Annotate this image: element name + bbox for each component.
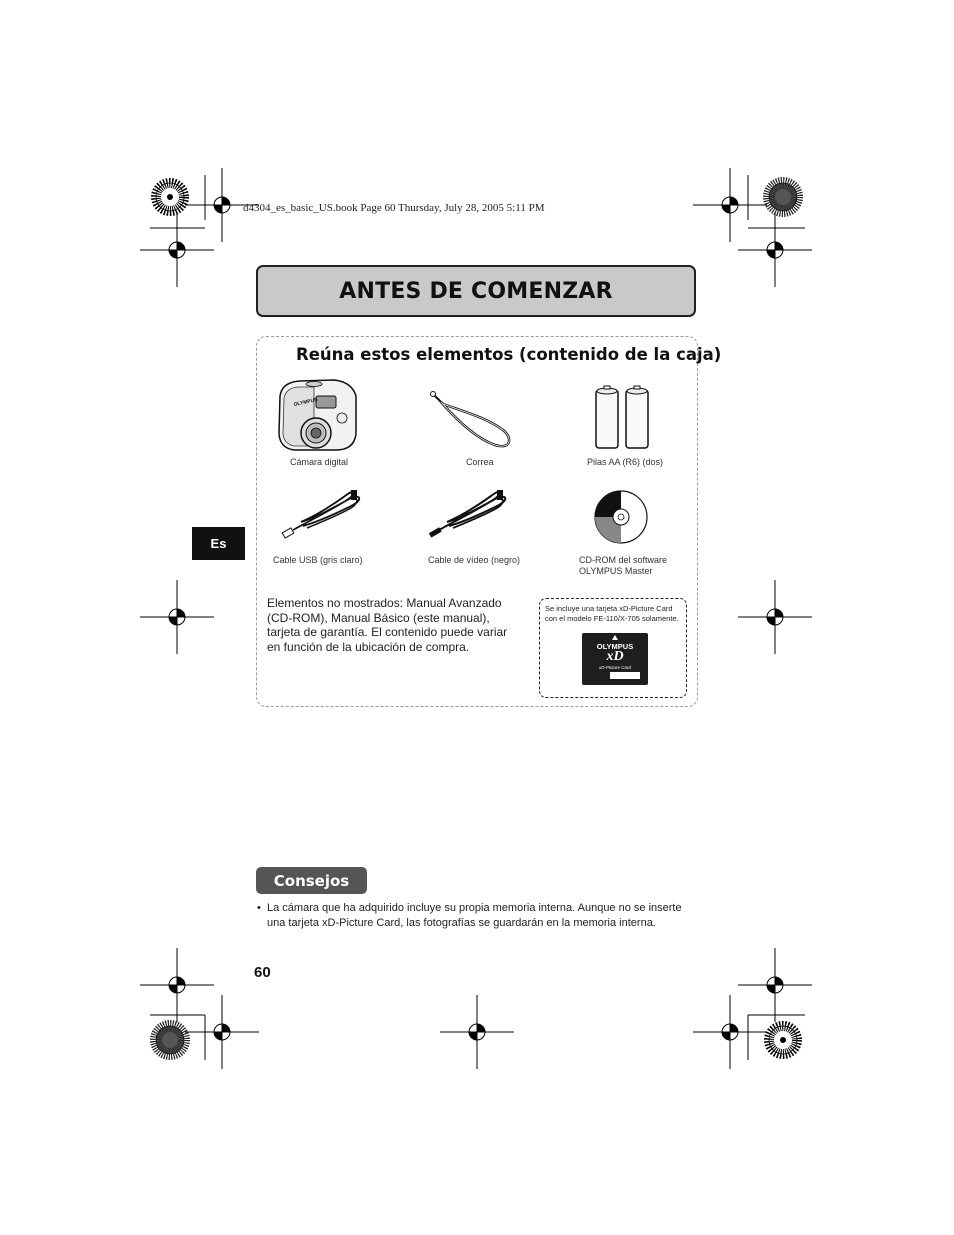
batteries-icon xyxy=(594,386,654,450)
tip-text: La cámara que ha adquirido incluye su propia memoria interna. Aunque no se inserte una tarjeta xD-Picture Card, las fotografías se guardarán en la memoria interna. xyxy=(267,902,682,929)
card-label-strip xyxy=(610,672,640,679)
video-cable-icon xyxy=(427,488,517,548)
page-title: ANTES DE COMENZAR xyxy=(339,278,613,304)
tip-bullet: • xyxy=(257,902,261,914)
xd-card-image xyxy=(582,633,648,685)
contents-heading: Reúna estos elementos (contenido de la caja) xyxy=(296,345,722,364)
card-brand: OLYMPUS xyxy=(596,642,634,651)
strap-icon xyxy=(425,390,515,450)
camera-icon xyxy=(274,376,364,456)
card-logo: xD xyxy=(606,649,624,664)
item-label-batteries: Pilas AA (R6) (dos) xyxy=(587,457,664,467)
item-label-cd-rom xyxy=(579,555,667,577)
page-title-box xyxy=(256,265,696,317)
card-sub: xD-Picture Card xyxy=(598,665,631,670)
tips-heading: Consejos xyxy=(256,867,367,894)
svg-text:OLYMPUS: OLYMPUS xyxy=(293,397,319,408)
item-label-video-cable: Cable de vídeo (negro) xyxy=(428,555,521,565)
card-arrow-icon xyxy=(612,635,618,640)
xd-card-note: Se incluye una tarjeta xD-Picture Card con el modelo FE-110/X-705 solamente. xyxy=(545,604,679,623)
page-number: 60 xyxy=(254,964,271,981)
item-label-cd-rom-line1: CD-ROM del software xyxy=(579,555,668,565)
book-header-line: d4304_es_basic_US.book Page 60 Thursday, July 28, 2005 5:11 PM xyxy=(243,202,545,214)
language-tab: Es xyxy=(192,527,245,560)
item-label-strap: Correa xyxy=(466,457,494,467)
item-label-usb-cable: Cable USB (gris claro) xyxy=(273,555,363,565)
usb-cable-icon xyxy=(281,488,371,548)
item-label-camera: Cámara digital xyxy=(290,457,349,467)
item-label-cd-rom-line2: OLYMPUS Master xyxy=(579,566,653,576)
not-shown-note: Elementos no mostrados: Manual Avanzado (CD-ROM), Manual Básico (este manual), tarjeta de garantía. El contenido puede variar en función de la ubicación de compra. xyxy=(267,596,508,654)
cd-rom-icon xyxy=(594,490,650,546)
